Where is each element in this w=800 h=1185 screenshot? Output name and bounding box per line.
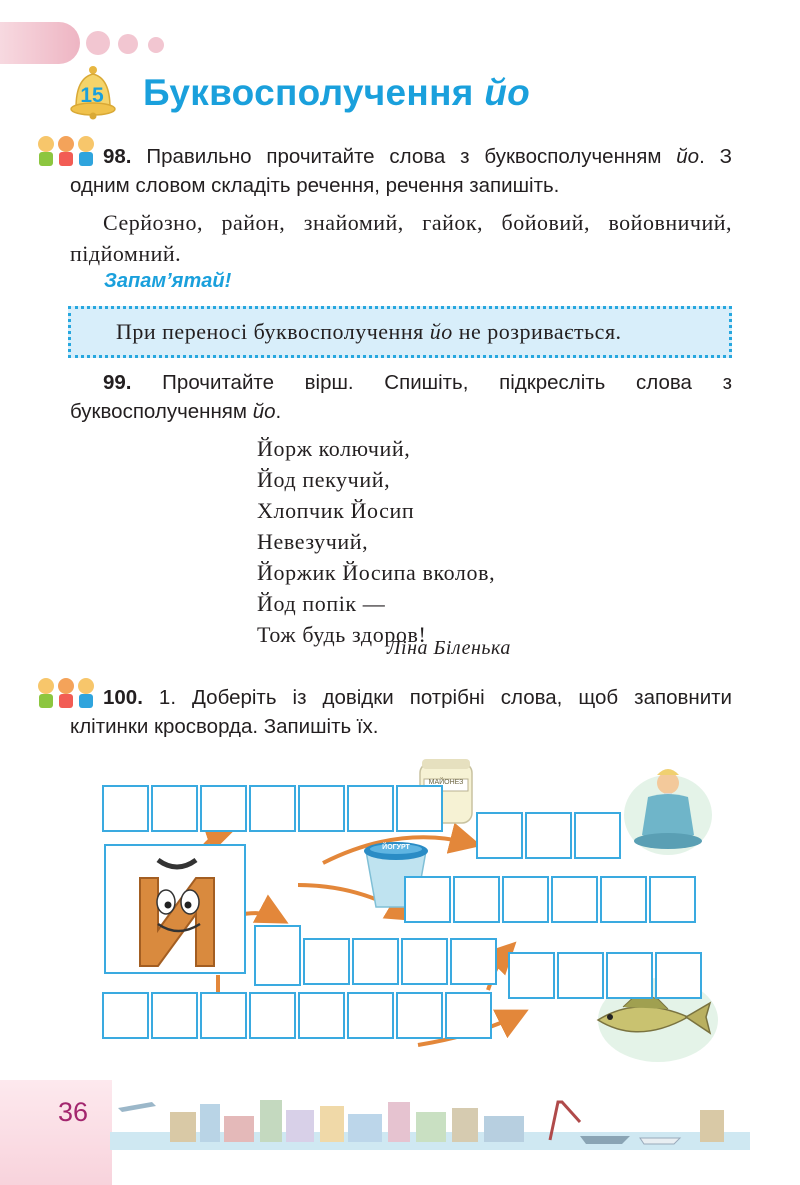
boat-icon (640, 1138, 680, 1144)
crossword-cell[interactable] (249, 785, 296, 832)
crossword-cell[interactable] (200, 992, 247, 1039)
crossword-cell[interactable] (298, 992, 345, 1039)
poem-line: Йоржик Йосипа вколов, (257, 560, 496, 585)
crossword (98, 755, 718, 1075)
crossword-cell[interactable] (574, 812, 621, 859)
crossword-cell[interactable] (352, 938, 399, 985)
crossword-cell[interactable] (655, 952, 702, 999)
letter-panel (104, 844, 246, 974)
crossword-cell[interactable] (649, 876, 696, 923)
city-skyline-illustration (110, 1092, 750, 1150)
exercise-98-instruction: 98. Правильно прочитайте слова з буквосполученням йо. З одним словом складіть речення, речення запишіть. (70, 145, 732, 197)
crossword-cell[interactable] (557, 952, 604, 999)
poem-line: Йорж колючий, (257, 436, 411, 461)
crossword-cell[interactable] (102, 785, 149, 832)
crossword-cell[interactable] (347, 785, 394, 832)
crossword-cell[interactable] (254, 925, 301, 986)
poem-author: Ліна Біленька (387, 637, 511, 659)
yogi-icon (624, 769, 712, 855)
rule-text: При переносі буквосполучення йо не розривається. (116, 319, 622, 344)
ship-icon (580, 1136, 630, 1144)
exercise-100-instruction: 100. 1. Доберіть із довідки потрібні слова, щоб заповнити клітинки кросворда. Запишіть їх. (70, 686, 732, 738)
crossword-cell[interactable] (445, 992, 492, 1039)
footer-decoration (0, 1080, 112, 1185)
crossword-cell[interactable] (298, 785, 345, 832)
crossword-cell[interactable] (502, 876, 549, 923)
crossword-cell[interactable] (200, 785, 247, 832)
crossword-cell[interactable] (606, 952, 653, 999)
poem (257, 433, 495, 650)
crossword-cell[interactable] (151, 785, 198, 832)
page-title: Буквосполучення йо (143, 72, 531, 113)
crossword-cell[interactable] (404, 876, 451, 923)
poem-line: Хлопчик Йосип (257, 498, 415, 523)
poem-line: Тож будь здоров! (257, 622, 427, 647)
poem-line: Невезучий, (257, 529, 369, 554)
crossword-cell[interactable] (102, 992, 149, 1039)
crossword-cell[interactable] (600, 876, 647, 923)
crossword-cell[interactable] (476, 812, 523, 859)
header-decoration-dot (86, 31, 110, 55)
header-decoration-bar (0, 22, 80, 64)
remember-label: Запам’ятай! (104, 270, 232, 292)
header-decoration-dot (148, 37, 164, 53)
letter-character-icon (118, 852, 236, 970)
yogurt-label: ЙОГУРТ (382, 844, 410, 851)
crossword-cell[interactable] (551, 876, 598, 923)
page-number: 36 (58, 1097, 89, 1127)
rule-box (68, 306, 732, 358)
airplane-icon (118, 1102, 156, 1112)
crossword-cell[interactable] (303, 938, 350, 985)
mayonnaise-label: МАЙОНЕЗ (428, 779, 464, 786)
crossword-cell[interactable] (450, 938, 497, 985)
poem-line: Йод попік — (257, 591, 386, 616)
crossword-cell[interactable] (401, 938, 448, 985)
poem-line: Йод пекучий, (257, 467, 391, 492)
exercise-98-words: Серйозно, район, знайомий, гайок, бойовий, войовничий, підйомний. (70, 210, 732, 266)
crossword-cell[interactable] (453, 876, 500, 923)
crossword-cell[interactable] (347, 992, 394, 1039)
header-decoration-dot (118, 34, 138, 54)
crossword-cell[interactable] (525, 812, 572, 859)
lesson-number: 15 (80, 84, 104, 107)
crossword-cell[interactable] (396, 785, 443, 832)
crossword-cell[interactable] (249, 992, 296, 1039)
crossword-cell[interactable] (396, 992, 443, 1039)
exercise-99-instruction: 99. Прочитайте вірш. Спишіть, підкресліть слова з буквосполученням йо. (70, 371, 732, 423)
crossword-cell[interactable] (508, 952, 555, 999)
crossword-cell[interactable] (151, 992, 198, 1039)
